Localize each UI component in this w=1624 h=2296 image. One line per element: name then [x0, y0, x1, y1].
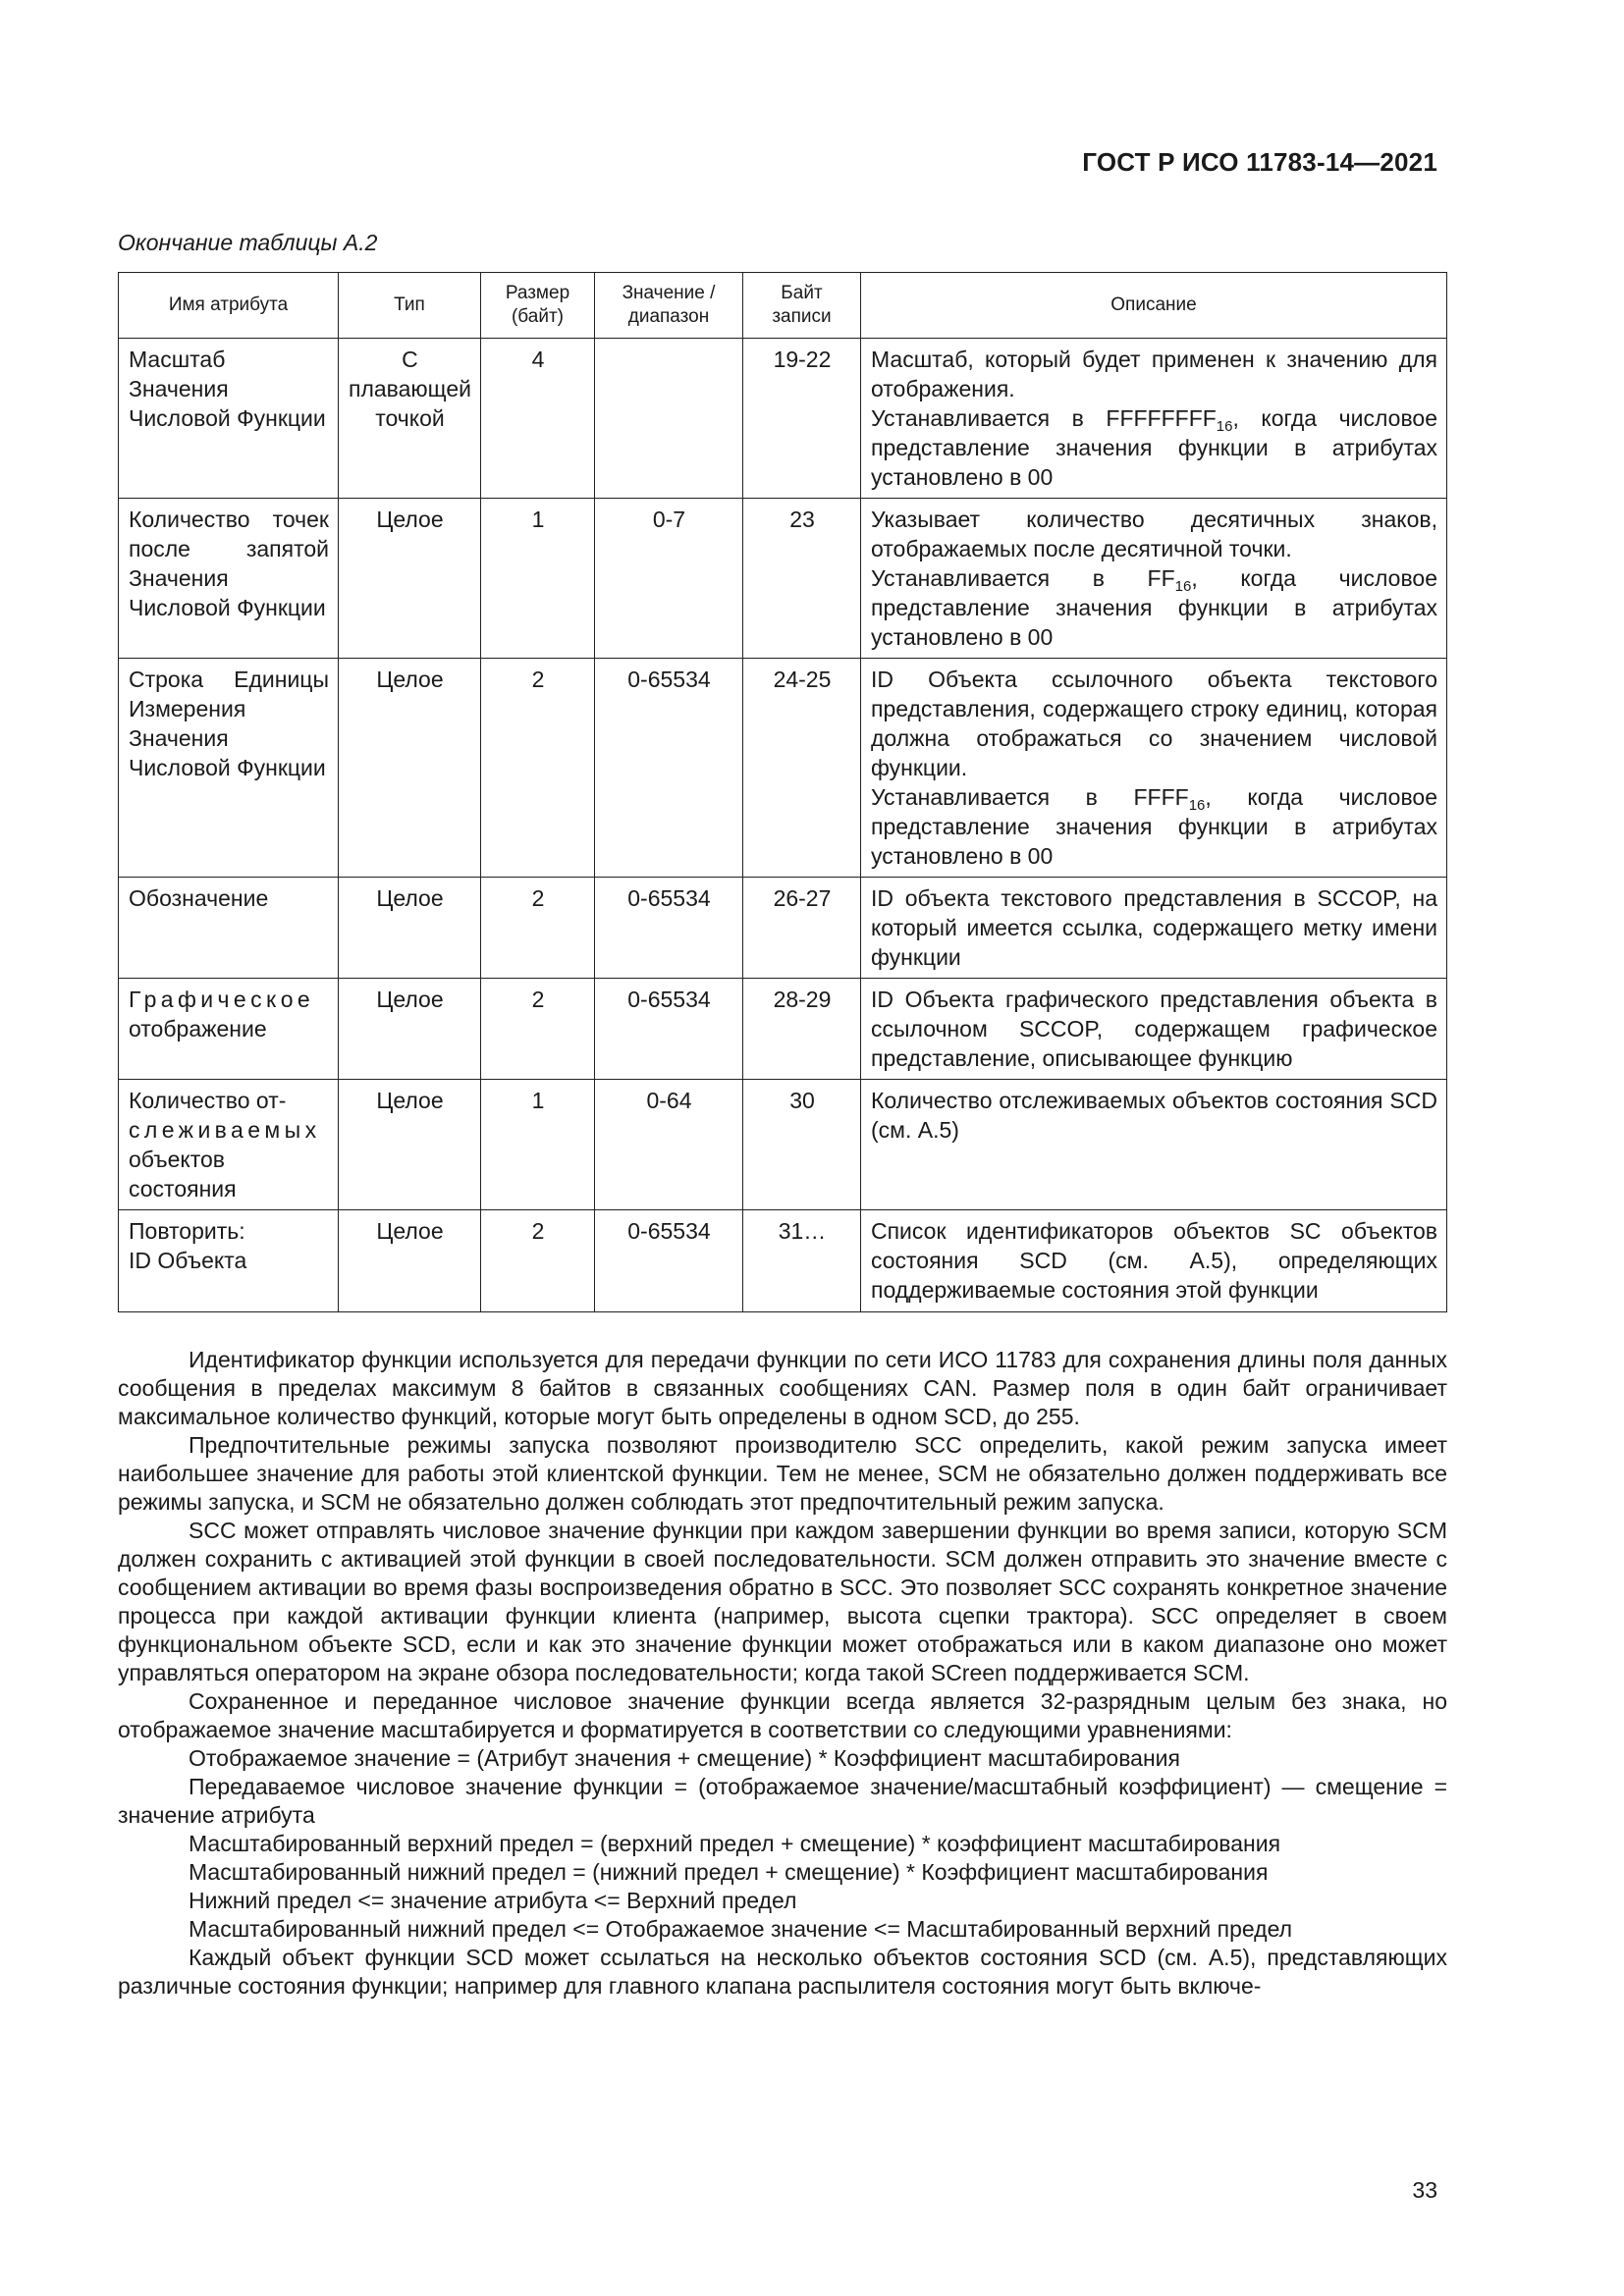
cell-range: 0-65534: [594, 1210, 742, 1312]
table-row: [119, 659, 1447, 878]
cell-bytes: 26-27: [742, 878, 860, 979]
cell-type: Целое: [339, 979, 481, 1080]
description-line: [871, 403, 1437, 492]
table-row: [119, 979, 1447, 1080]
attribute-name-line: Повторить:: [129, 1218, 245, 1244]
description-line: Указывает количество десятичных знаков, отображаемых после десятичной точки.: [870, 507, 1437, 561]
description-text: Устанавливается в FF: [870, 565, 1175, 591]
description-text: Устанавливается в FFFFFFFF: [870, 405, 1217, 431]
description-text: Устанавливается в FFFF: [870, 784, 1189, 810]
cell-description: ID Объекта графического представления объекта в ссылочном SCCOP, содержащем графическое представление, описывающее функцию: [860, 979, 1446, 1080]
description-line: [871, 563, 1437, 652]
paragraph: SCC может отправлять числовое значение функции при каждом завершении функции во время записи, которую SCM должен сохранить с активацией этой функции в своей последовательности. SCM должен отправить это значение вместе с сообщением активации во время фазы воспроизведения обратно в SCC. Это позволяет SCC сохранять конкретное значение процесса при каждой активации функции клиента (например, высота сцепки трактора). SCC определяет в своем функциональном объекте SCD, если и как это значение функции может отображаться или в каком диапазоне оно может управляться оператором на экране обзора последовательности; когда такой SCreen поддерживается SCM.: [118, 1518, 1447, 1685]
cell-size: 2: [480, 878, 594, 979]
cell-size: 1: [480, 499, 594, 659]
cell-attribute-name: Количество точек после запятой Значения Числовой Функции: [119, 499, 339, 659]
paragraph: Идентификатор функции используется для передачи функции по сети ИСО 11783 для сохранения длины поля данных сообщения в пределах максимум 8 байтов в связанных сообщениях CAN. Размер поля в один байт ограничивает максимальное количество функций, которые могут быть определены в одном SCD, до 255.: [118, 1347, 1447, 1429]
cell-bytes: 23: [742, 499, 860, 659]
equation-line: Отображаемое значение = (Атрибут значения + смещение) * Коэффициент масштабирования: [189, 1745, 1180, 1771]
table-header-row: [119, 273, 1447, 339]
cell-description: [860, 659, 1446, 878]
cell-range: 0-65534: [594, 979, 742, 1080]
cell-size: 2: [480, 979, 594, 1080]
cell-range: 0-64: [594, 1080, 742, 1210]
description-text: , когда числовое представление значения функции в атрибутах установлено в 00: [870, 565, 1437, 650]
cell-bytes: 30: [742, 1080, 860, 1210]
subscript: 16: [1188, 797, 1206, 814]
cell-attribute-name: Масштаб Значения Числовой Функции: [119, 339, 339, 499]
cell-attribute-name: Обозначение: [119, 878, 339, 979]
cell-description: [860, 339, 1446, 499]
cell-description: ID объекта текстового представления в SCCOP, на который имеется ссылка, содержащего метку имени функции: [860, 878, 1446, 979]
attribute-name-line: ID Объекта: [129, 1248, 247, 1273]
cell-type: Целое: [339, 878, 481, 979]
cell-range: [594, 339, 742, 499]
cell-bytes: 19-22: [742, 339, 860, 499]
paragraph: Предпочтительные режимы запуска позволяют производителю SCC определить, какой режим запуска имеет наибольшее значение для работы этой клиентской функции. Тем не менее, SCM не обязательно должен поддерживать все режимы запуска, и SCM не обязательно должен соблюдать этот предпочтительный режим запуска.: [118, 1432, 1447, 1515]
table-row: [119, 339, 1447, 499]
cell-attribute-name: [119, 1210, 339, 1312]
description-line: Масштаб, который будет применен к значению для отображения.: [870, 347, 1437, 401]
cell-range: 0-7: [594, 499, 742, 659]
subscript: 16: [1174, 578, 1192, 595]
cell-range: 0-65534: [594, 878, 742, 979]
equation-line: Передаваемое числовое значение функции = (отображаемое значение/масштабный коэффициент) — смещение = значение атрибута: [118, 1774, 1447, 1828]
cell-type: Целое: [339, 499, 481, 659]
description-text: , когда числовое представление значения функции в атрибутах установлено в 00: [870, 784, 1437, 869]
cell-attribute-name: Строка Единицы Измерения Значения Числовой Функции: [119, 659, 339, 878]
cell-type: Целое: [339, 1080, 481, 1210]
cell-type: Целое: [339, 1210, 481, 1312]
body-text: [118, 1346, 1447, 2001]
cell-bytes: 31…: [742, 1210, 860, 1312]
subscript: 16: [1216, 418, 1233, 435]
cell-size: 4: [480, 339, 594, 499]
table-caption: Окончание таблицы А.2: [118, 230, 378, 255]
attribute-name-line: объектов состояния: [129, 1147, 237, 1201]
table-row: [119, 499, 1447, 659]
equation-line: Масштабированный нижний предел = (нижний предел + смещение) * Коэффициент масштабирования: [189, 1859, 1269, 1885]
column-header-description: Описание: [860, 273, 1446, 339]
paragraph: Каждый объект функции SCD может ссылаться на несколько объектов состояния SCD (см. А.5), представляющих различные состояния функции; например для главного клапана распылителя состояния могут быть включе-: [118, 1945, 1447, 1999]
cell-size: 1: [480, 1080, 594, 1210]
table-row: [119, 1210, 1447, 1312]
page-number: 33: [1412, 2177, 1437, 2203]
attribute-table: [118, 272, 1447, 1312]
description-line: [871, 782, 1437, 871]
cell-type: С плавающей точкой: [339, 339, 481, 499]
cell-bytes: 28-29: [742, 979, 860, 1080]
table-row: [119, 878, 1447, 979]
column-header-type: Тип: [339, 273, 481, 339]
attribute-name-line: слеживаемых: [129, 1117, 321, 1143]
paragraph: Сохраненное и переданное числовое значение функции всегда является 32-разрядным целым без знака, но отображаемое значение масштабируется и форматируется в соответствии со следующими уравнениями:: [118, 1688, 1447, 1742]
description-text: , когда числовое представление значения функции в атрибутах установлено в 00: [870, 405, 1437, 490]
description-line: ID Объекта ссылочного объекта текстового представления, содержащего строку единиц, которая должна отображаться со значением числовой функции.: [870, 667, 1437, 780]
attribute-name-line: отображение: [129, 1016, 267, 1041]
column-header-size: Размер (байт): [480, 273, 594, 339]
cell-size: 2: [480, 659, 594, 878]
equation-line: Масштабированный верхний предел = (верхний предел + смещение) * коэффициент масштабирования: [189, 1831, 1281, 1856]
column-header-bytes: Байт записи: [742, 273, 860, 339]
document-standard-header: ГОСТ Р ИСО 11783-14—2021: [1082, 147, 1437, 177]
table-row: [119, 1080, 1447, 1210]
column-header-name: Имя атрибута: [119, 273, 339, 339]
cell-description: Количество отслеживаемых объектов состояния SCD (см. А.5): [860, 1080, 1446, 1210]
equation-line: Нижний предел <= значение атрибута <= Верхний предел: [189, 1888, 797, 1913]
attribute-name-line: Количество от-: [129, 1088, 287, 1113]
cell-description: [860, 499, 1446, 659]
cell-description: Список идентификаторов объектов SC объектов состояния SCD (см. А.5), определяющих поддерживаемые состояния этой функции: [860, 1210, 1446, 1312]
cell-bytes: 24-25: [742, 659, 860, 878]
attribute-name-line: Графическое: [129, 987, 315, 1012]
cell-attribute-name: [119, 979, 339, 1080]
cell-type: Целое: [339, 659, 481, 878]
cell-range: 0-65534: [594, 659, 742, 878]
equation-line: Масштабированный нижний предел <= Отображаемое значение <= Масштабированный верхний предел: [189, 1916, 1293, 1942]
cell-size: 2: [480, 1210, 594, 1312]
column-header-range: Значение / диапазон: [594, 273, 742, 339]
cell-attribute-name: [119, 1080, 339, 1210]
